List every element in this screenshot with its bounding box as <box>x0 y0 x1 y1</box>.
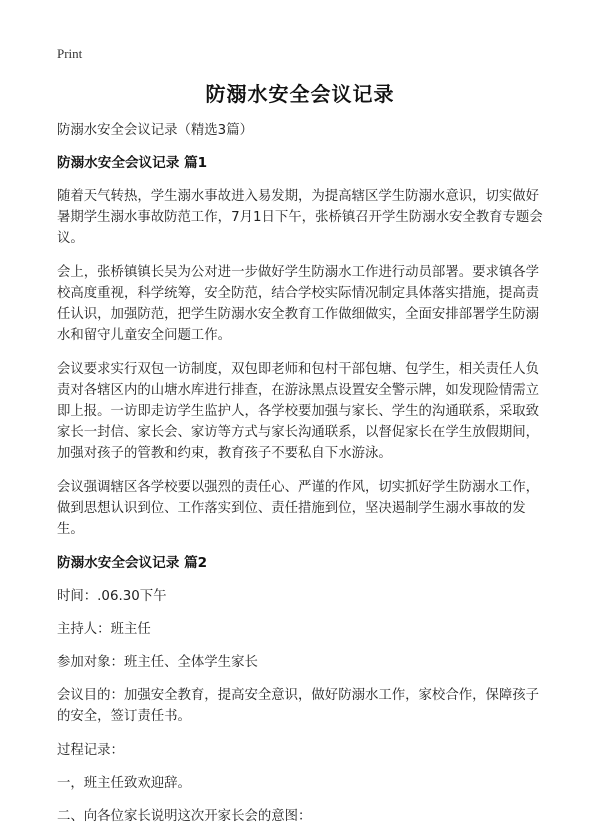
meeting-host: 主持人：班主任 <box>57 622 151 637</box>
page-title: 防溺水安全会议记录 <box>205 82 395 106</box>
process-step-2: 二、向各位家长说明这次开家长会的意图： <box>57 809 312 824</box>
meeting-time: 时间：.06.30下午 <box>57 589 167 604</box>
process-label: 过程记录： <box>57 743 124 758</box>
print-label: Print <box>57 46 83 61</box>
document-subtitle: 防溺水安全会议记录（精选3篇） <box>57 123 253 138</box>
section-heading-2: 防溺水安全会议记录 篇2 <box>57 555 208 571</box>
paragraph: 会上，张桥镇镇长吴为公对进一步做好学生防溺水工作进行动员部署。要求镇各学校高度重视，科学统筹，安全防范，结合学校实际情况制定具体落实措施，提高责任认识，加强防范，把学生防溺水安全教育工作做细做实，全面安排部署学生防溺水和留守儿童安全问题工作。 <box>57 265 540 343</box>
paragraph: 随着天气转热，学生溺水事故进入易发期，为提高辖区学生防溺水意识，切实做好暑期学生溺水事故防范工作，7月1日下午，张桥镇召开学生防溺水安全教育专题会议。 <box>57 189 543 246</box>
meeting-purpose: 会议目的：加强安全教育，提高安全意识，做好防溺水工作，家校合作，保障孩子的安全，签订责任书。 <box>57 688 540 724</box>
section-heading-1: 防溺水安全会议记录 篇1 <box>57 155 208 171</box>
document-body <box>57 120 547 839</box>
meeting-participants: 参加对象：班主任、全体学生家长 <box>57 655 258 670</box>
paragraph: 会议强调辖区各学校要以强烈的责任心、严谨的作风，切实抓好学生防溺水工作，做到思想认识到位、工作落实到位、责任措施到位，坚决遏制学生溺水事故的发生。 <box>57 480 540 537</box>
process-step-1: 一，班主任致欢迎辞。 <box>57 776 191 791</box>
paragraph: 会议要求实行双包一访制度，双包即老师和包村干部包塘、包学生，相关责任人负责对各辖区内的山塘水库进行排查，在游泳黑点设置安全警示牌，如发现险情需立即上报。一访即走访学生监护人，各学校要加强与家长、学生的沟通联系，采取致家长一封信、家长会、家访等方式与家长沟通联系，以督促家长在学生放假期间，加强对孩子的管教和约束，教育孩子不要私自下水游泳。 <box>57 362 540 461</box>
